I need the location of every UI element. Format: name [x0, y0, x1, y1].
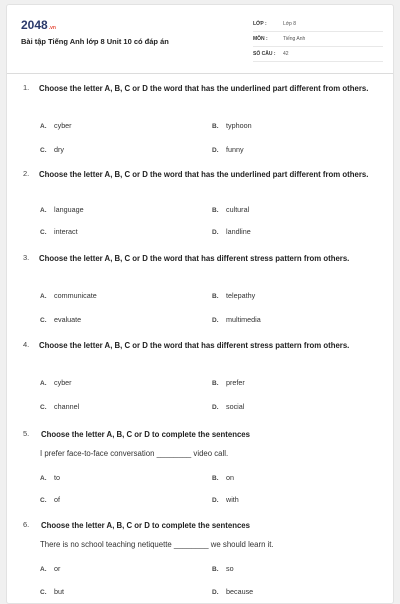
option-text: dry [54, 145, 64, 154]
option-letter: A. [40, 293, 47, 300]
option-text: because [226, 587, 254, 596]
option-letter: C. [40, 589, 47, 596]
option-letter: A. [40, 475, 47, 482]
option-letter: B. [212, 207, 219, 214]
option-text: cyber [54, 378, 72, 387]
option-letter: B. [212, 566, 219, 573]
option-letter: D. [212, 497, 219, 504]
option-letter: B. [212, 293, 219, 300]
meta-info [253, 17, 383, 62]
option-letter: C. [40, 229, 47, 236]
option-letter: C. [40, 404, 47, 411]
option-a[interactable] [40, 378, 72, 387]
option-text: of [54, 495, 60, 504]
question-text: Choose the letter A, B, C or D the word that has the underlined part different from others. [39, 170, 369, 179]
option-a[interactable] [40, 291, 97, 300]
option-c[interactable] [40, 145, 64, 154]
option-text: cyber [54, 121, 72, 130]
meta-row-subject [253, 32, 383, 47]
option-c[interactable] [40, 315, 81, 324]
meta-row-class [253, 17, 383, 32]
header-divider [7, 73, 394, 74]
option-b[interactable] [212, 205, 249, 214]
option-letter: A. [40, 123, 47, 130]
option-letter: B. [212, 475, 219, 482]
option-text: or [54, 564, 61, 573]
option-text: on [226, 473, 234, 482]
question-number: 1. [23, 83, 30, 92]
option-text: funny [226, 145, 244, 154]
option-letter: C. [40, 497, 47, 504]
site-logo[interactable] [21, 18, 56, 32]
document-header [7, 5, 394, 71]
option-c[interactable] [40, 227, 78, 236]
meta-label: LỚP : [253, 21, 267, 27]
option-text: typhoon [226, 121, 252, 130]
option-text: telepathy [226, 291, 256, 300]
option-letter: D. [212, 147, 219, 154]
option-d[interactable] [212, 402, 244, 411]
option-text: social [226, 402, 245, 411]
option-text: language [54, 205, 84, 214]
option-letter: C. [40, 317, 47, 324]
option-text: communicate [54, 291, 97, 300]
option-d[interactable] [212, 227, 251, 236]
meta-label: SỐ CÂU : [253, 51, 276, 57]
option-a[interactable] [40, 564, 60, 573]
option-text: to [54, 473, 60, 482]
option-text: multimedia [226, 315, 261, 324]
option-letter: D. [212, 317, 219, 324]
question-number: 5. [23, 429, 30, 438]
option-d[interactable] [212, 495, 239, 504]
option-a[interactable] [40, 121, 72, 130]
option-text: so [226, 564, 234, 573]
option-letter: C. [40, 147, 47, 154]
meta-row-count [253, 47, 383, 62]
option-b[interactable] [212, 473, 234, 482]
logo-sub: .vn [48, 25, 56, 31]
option-letter: B. [212, 123, 219, 130]
option-text: landline [226, 227, 251, 236]
option-b[interactable] [212, 291, 255, 300]
option-text: cultural [226, 205, 250, 214]
meta-value: 42 [283, 51, 289, 57]
question-text: Choose the letter A, B, C or D the word that has different stress pattern from others. [39, 341, 350, 350]
document-title: Bài tập Tiếng Anh lớp 8 Unit 10 có đáp án [21, 37, 169, 46]
option-d[interactable] [212, 587, 253, 596]
question-number: 4. [23, 340, 30, 349]
option-text: interact [54, 227, 78, 236]
option-letter: D. [212, 589, 219, 596]
meta-label: MÔN : [253, 36, 268, 42]
option-b[interactable] [212, 564, 234, 573]
option-letter: A. [40, 207, 47, 214]
option-a[interactable] [40, 205, 84, 214]
question-text: Choose the letter A, B, C or D the word that has different stress pattern from others. [39, 254, 350, 263]
option-text: prefer [226, 378, 245, 387]
option-d[interactable] [212, 315, 261, 324]
option-c[interactable] [40, 495, 60, 504]
question-number: 6. [23, 520, 30, 529]
option-c[interactable] [40, 587, 64, 596]
option-c[interactable] [40, 402, 79, 411]
option-b[interactable] [212, 121, 252, 130]
question-sentence: I prefer face-to-face conversation ________ video call. [40, 449, 229, 458]
option-letter: A. [40, 566, 47, 573]
option-text: evaluate [54, 315, 82, 324]
question-sentence: There is no school teaching netiquette ________ we should learn it. [40, 540, 274, 549]
option-letter: D. [212, 229, 219, 236]
option-text: channel [54, 402, 80, 411]
question-text: Choose the letter A, B, C or D the word that has the underlined part different from others. [39, 84, 369, 93]
question-text: Choose the letter A, B, C or D to complete the sentences [41, 430, 250, 439]
document-page [6, 4, 394, 604]
question-number: 3. [23, 253, 30, 262]
question-number: 2. [23, 169, 30, 178]
option-letter: A. [40, 380, 47, 387]
question-text: Choose the letter A, B, C or D to complete the sentences [41, 521, 250, 530]
logo-main: 2048 [21, 18, 48, 32]
meta-value: Lớp 8 [283, 21, 297, 27]
option-letter: B. [212, 380, 219, 387]
option-letter: D. [212, 404, 219, 411]
option-text: with [226, 495, 239, 504]
option-d[interactable] [212, 145, 244, 154]
option-b[interactable] [212, 378, 245, 387]
meta-value: Tiếng Anh [283, 36, 306, 42]
option-text: but [54, 587, 64, 596]
option-a[interactable] [40, 473, 60, 482]
